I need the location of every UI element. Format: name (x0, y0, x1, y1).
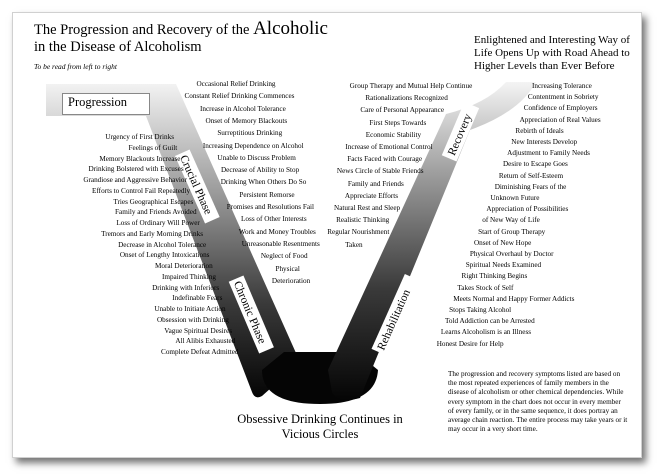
right-inner-item-2: Care of Personal Appearance (360, 106, 445, 115)
top-right-caption: Enlightened and Interesting Way of Life Opens Up with Road Ahead to Higher Levels than Ever Before (474, 34, 630, 72)
right-inner-item-9: Appreciate Efforts (344, 191, 399, 200)
left-inner-item-9: Persistent Remorse (239, 190, 295, 199)
right-inner-item-7: News Circle of Stable Friends (336, 167, 424, 176)
left-outer-item-9: Tremors and Early Morning Drinks (101, 229, 204, 238)
right-outer-item-8: Return of Self-Esteem (498, 171, 564, 180)
left-outer-item-6: Tries Geographical Escapes (113, 197, 194, 206)
right-outer-item-18: Takes Stock of Self (457, 283, 514, 292)
left-outer-item-4: Grandiose and Aggressive Behavior (83, 176, 187, 184)
left-outer-item-14: Drinking with Inferiors (152, 283, 220, 292)
left-outer-item-12: Moral Deterioration (155, 262, 213, 270)
left-inner-item-10: Promises and Resolutions Fail (226, 203, 315, 211)
title-post: in the Disease of Alcoholism (34, 39, 202, 55)
recovery-phase-label: Recovery (446, 112, 475, 158)
right-outer-item-17: Right Thinking Begins (461, 272, 528, 281)
right-outer-item-15: Physical Overhaul by Doctor (469, 250, 554, 258)
left-outer-item-1: Feelings of Guilt (128, 143, 178, 152)
right-outer-item-22: Learns Alcoholism is an Illness (440, 328, 532, 337)
right-outer-item-23: Honest Desire for Help (436, 339, 504, 348)
right-outer-item-9: Diminishing Fears of the (494, 182, 567, 191)
crucial-phase-label: Crucial Phase (177, 153, 214, 217)
left-inner-item-7: Decrease of Ability to Stop (220, 166, 300, 175)
title-pre: The Progression and Recovery of the (34, 22, 254, 38)
right-outer-item-3: Appreciation of Real Values (519, 115, 601, 124)
right-outer-item-12: of New Way of Life (482, 216, 540, 225)
right-outer-item-6: Adjustment to Family Needs (507, 149, 590, 158)
left-inner-item-13: Unreasonable Resentments (241, 239, 320, 248)
left-outer-item-18: Vague Spiritual Desires (164, 326, 233, 335)
right-outer-item-0: Increasing Tolerance (532, 82, 592, 90)
right-outer-item-7: Desire to Escape Goes (502, 160, 568, 169)
left-inner-item-6: Unable to Discuss Problem (217, 153, 296, 162)
read-direction-note: To be read from left to right (34, 62, 117, 71)
left-outer-item-11: Onset of Lengthy Intoxications (119, 251, 210, 260)
right-inner-item-13: Taken (345, 240, 363, 249)
right-outer-item-11: Appreciation of Possibilities (486, 205, 569, 214)
left-outer-item-13: Impaired Thinking (161, 272, 216, 281)
right-inner-item-4: Economic Stability (365, 130, 422, 139)
right-inner-item-3: First Steps Towards (369, 118, 427, 127)
left-inner-item-1: Constant Relief Drinking Commences (184, 92, 295, 101)
left-inner-item-14: Neglect of Food (260, 252, 308, 261)
right-outer-item-10: Unknown Future (490, 194, 540, 202)
left-inner-item-8: Drinking When Others Do So (220, 178, 307, 187)
left-outer-item-3: Drinking Bolstered with Excuses (88, 165, 184, 174)
left-outer-item-7: Family and Friends Avoided (115, 208, 197, 217)
left-inner-item-11: Loss of Other Interests (241, 215, 307, 224)
right-inner-item-11: Realistic Thinking (336, 216, 390, 225)
right-inner-item-0: Group Therapy and Mutual Help Continue (349, 82, 473, 90)
left-inner-item-15: Physical (275, 264, 300, 273)
left-inner-item-2: Increase in Alcohol Tolerance (199, 104, 286, 113)
left-inner-item-16: Deterioration (271, 276, 311, 285)
right-outer-item-2: Confidence of Employers (523, 104, 598, 113)
left-inner-item-5: Increasing Dependence on Alcohol (202, 141, 304, 150)
progression-phase-label: Progression (68, 95, 128, 109)
left-inner-item-3: Onset of Memory Blackouts (205, 116, 288, 125)
right-outer-item-1: Contentment in Sobriety (527, 93, 599, 102)
right-outer-item-16: Spiritual Needs Examined (465, 261, 542, 270)
right-inner-item-6: Facts Faced with Courage (347, 155, 423, 164)
right-inner-item-5: Increase of Emotional Control (345, 143, 433, 151)
right-outer-item-5: New Interests Develop (511, 138, 578, 146)
right-outer-item-4: Rebirth of Ideals (515, 126, 564, 135)
chronic-phase-label: Chronic Phase (230, 279, 268, 346)
right-outer-item-14: Onset of New Hope (473, 238, 532, 247)
title-big-word: Alcoholic (253, 18, 328, 39)
diagram-title (34, 20, 344, 56)
rehabilitation-phase-label: Rehabilitation (375, 287, 413, 353)
left-outer-item-17: Obsession with Drinking (156, 315, 229, 324)
right-outer-item-21: Told Addiction can be Arrested (444, 317, 535, 326)
left-inner-item-12: Work and Money Troubles (238, 227, 316, 236)
left-outer-item-10: Decrease in Alcohol Tolerance (118, 240, 207, 249)
left-outer-item-8: Loss of Ordinary Will Power (116, 219, 200, 227)
footnote: The progression and recovery symptoms listed are based on the most repeated experiences of family members in the disease of alcoholism or other chemical dependencies. While every symptom in the chart does not occur in every member of every family, or in the same sequence, it does portray an average chain reaction. The entire process may take years or it may occur in a very short time. (448, 370, 628, 434)
right-outer-item-20: Stops Taking Alcohol (449, 306, 512, 314)
right-inner-item-10: Natural Rest and Sleep (334, 204, 401, 212)
right-outer-item-13: Start of Group Therapy (478, 227, 546, 236)
left-outer-item-5: Efforts to Control Fail Repeatedly (92, 186, 191, 195)
right-inner-item-8: Family and Friends (347, 179, 404, 188)
left-outer-item-16: Unable to Initiate Action (154, 305, 226, 313)
left-outer-item-0: Urgency of First Drinks (105, 133, 174, 141)
left-outer-item-2: Memory Blackouts Increase (99, 154, 181, 163)
right-outer-item-19: Meets Normal and Happy Former Addicts (453, 294, 575, 303)
left-inner-item-4: Surreptitious Drinking (217, 129, 283, 138)
right-inner-item-1: Rationalizations Recognized (365, 94, 448, 103)
left-inner-item-0: Occasional Relief Drinking (196, 80, 276, 88)
bottom-caption: Obsessive Drinking Continues in Vicious Circles (237, 412, 403, 441)
left-outer-item-15: Indefinable Fears (172, 294, 223, 303)
left-outer-item-20: Complete Defeat Admitted (161, 348, 239, 356)
right-inner-item-12: Regular Nourishment (327, 228, 390, 237)
left-outer-item-19: All Alibis Exhausted (175, 337, 236, 346)
